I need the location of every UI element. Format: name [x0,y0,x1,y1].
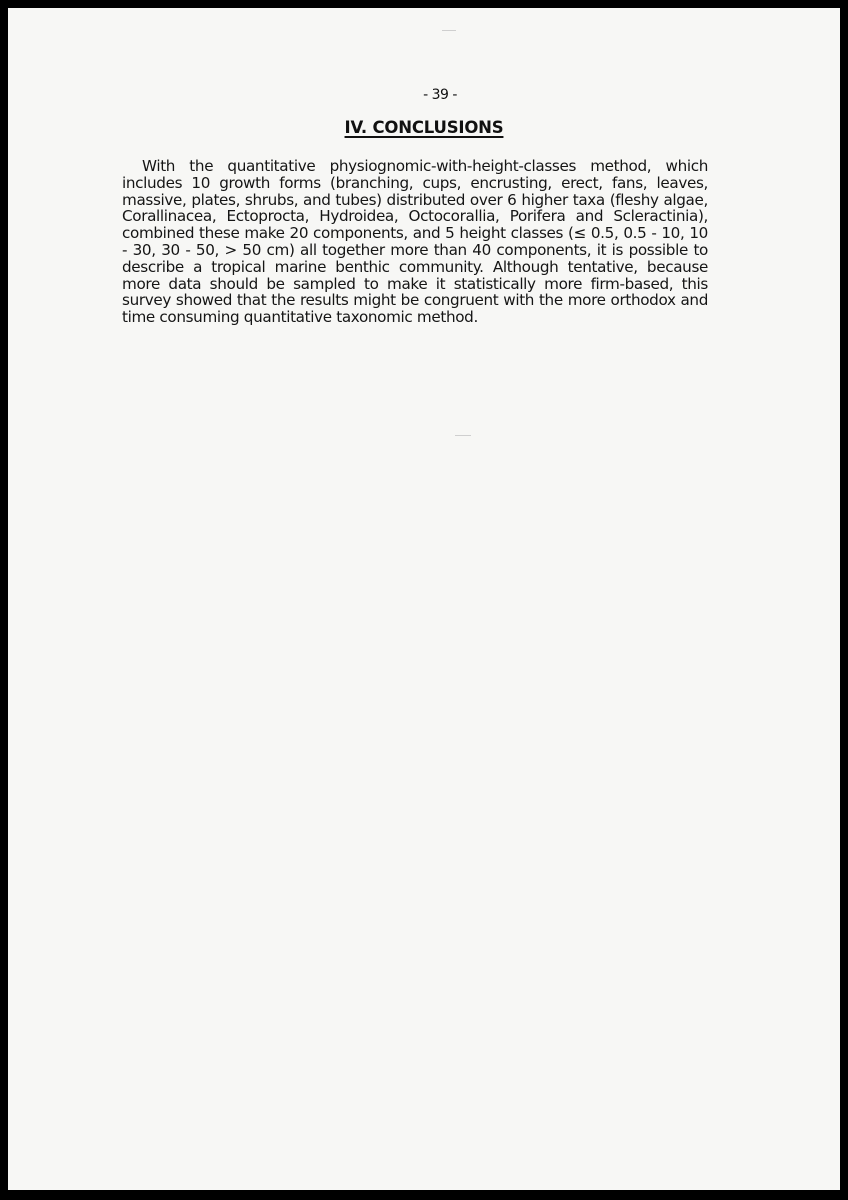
section-heading [8,118,840,137]
scan-artifact-mark [455,435,471,436]
scan-artifact-mark [442,30,456,31]
section-heading-text: IV. CONCLUSIONS [344,118,504,137]
page-number: - 39 - [423,87,457,103]
conclusions-paragraph: With the quantitative physiognomic-with-height-classes method, which includes 10 growth forms (branching, cups, encrusting, erect, fans, leaves, massive, plates, shrubs, and tubes) distributed over 6 higher taxa (fleshy algae, Corallinacea, Ectoprocta, Hydroidea, Octocorallia, Porifera and Scleractinia), combined these make 20 components, and 5 height classes (≤ 0.5, 0.5 - 10, 10 - 30, 30 - 50, > 50 cm) all together more than 40 components, it is possible to describe a tropical marine benthic community. Although tentative, because more data should be sampled to make it statistically more firm-based, this survey showed that the results might be congruent with the more orthodox and time consuming quantitative taxonomic method. [122,157,708,327]
document-page [8,8,840,1190]
